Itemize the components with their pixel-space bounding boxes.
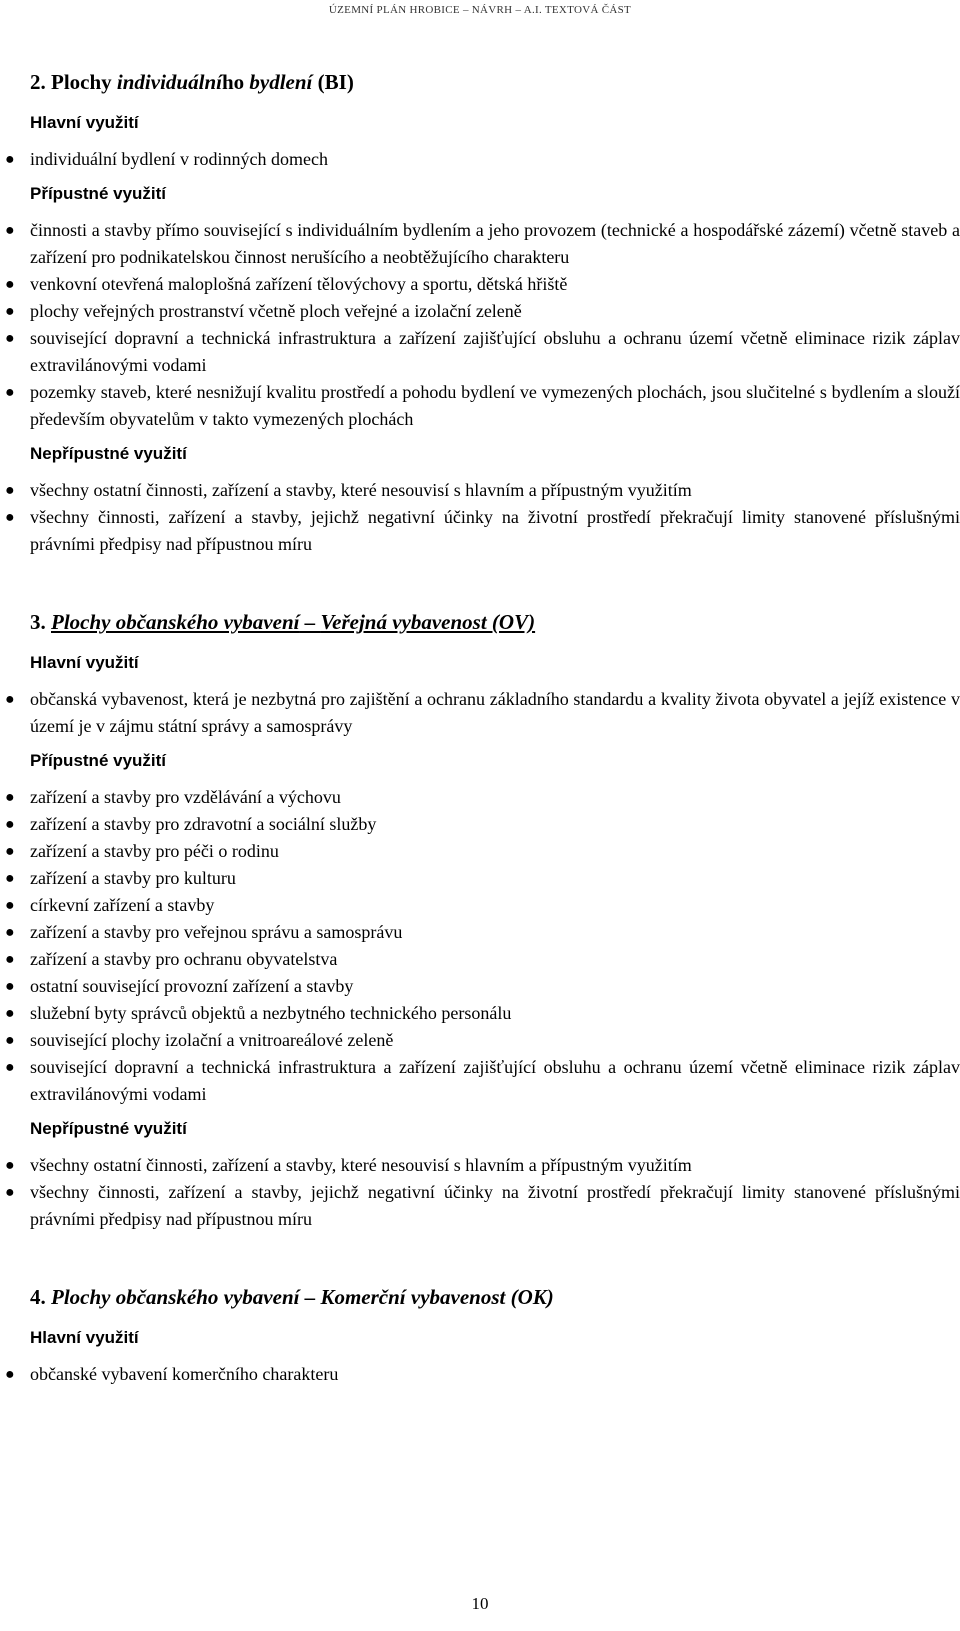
list-permitted-use — [5, 217, 960, 433]
list-item — [5, 504, 960, 558]
page-number: 10 — [471, 1594, 489, 1613]
list-item — [5, 1361, 960, 1388]
list-item — [5, 811, 960, 838]
section-commercial-amenities — [5, 1283, 960, 1388]
subheading-main-use: Hlavní využití — [30, 653, 139, 672]
bullet-icon: ● — [5, 951, 15, 968]
list-item — [5, 1054, 960, 1108]
list-item-text: individuální bydlení v rodinných domech — [30, 149, 328, 169]
list-item-text: venkovní otevřená maloplošná zařízení tělovýchovy a sportu, dětská hřiště — [30, 274, 568, 294]
heading-part: Veřejná vybavenost (OV) — [320, 610, 536, 634]
list-item-text: všechny činnosti, zařízení a stavby, jejichž negativní účinky na životní prostředí překračují limity stanovené příslušnými právními předpisy nad přípustnou míru — [30, 1182, 960, 1229]
list-item-text: pozemky staveb, které nesnižují kvalitu prostředí a pohodu bydlení ve vymezených plochách, jsou slučitelné s bydlením a slouží především obyvatelům v takto vymezených plochách — [30, 382, 960, 429]
list-item-text: zařízení a stavby pro zdravotní a sociální služby — [30, 814, 377, 834]
list-item-text: všechny ostatní činnosti, zařízení a stavby, které nesouvisí s hlavním a přípustným využitím — [30, 1155, 692, 1175]
bullet-icon: ● — [5, 870, 15, 887]
bullet-icon: ● — [5, 978, 15, 995]
list-item-text: související dopravní a technická infrastruktura a zařízení zajišťující obsluhu a ochranu území včetně eliminace rizik záplav extravilánovými vodami — [30, 328, 960, 375]
bullet-icon: ● — [5, 276, 15, 293]
list-item-text: občanská vybavenost, která je nezbytná pro zajištění a ochranu základního standardu a kvality života obyvatel a jejíž existence v území je v zájmu státní správy a samosprávy — [30, 689, 960, 736]
heading-part: Plochy občanského vybavení — [51, 610, 300, 634]
section-heading — [30, 1283, 960, 1311]
list-item — [5, 1152, 960, 1179]
list-item — [5, 325, 960, 379]
list-item-text: církevní zařízení a stavby — [30, 895, 215, 915]
list-item — [5, 1179, 960, 1233]
section-heading — [30, 68, 960, 96]
list-item-text: související dopravní a technická infrastruktura a zařízení zajišťující obsluhu a ochranu území včetně eliminace rizik záplav extravilánovými vodami — [30, 1057, 960, 1104]
bullet-icon: ● — [5, 897, 15, 914]
list-item — [5, 946, 960, 973]
bullet-icon: ● — [5, 509, 15, 526]
list-item — [5, 271, 960, 298]
list-item — [5, 1027, 960, 1054]
subheading-main-use: Hlavní využití — [30, 113, 139, 132]
list-item-text: plochy veřejných prostranství včetně ploch veřejné a izolační zeleně — [30, 301, 522, 321]
list-item — [5, 298, 960, 325]
list-item-text: zařízení a stavby pro vzdělávání a výchovu — [30, 787, 341, 807]
list-item — [5, 973, 960, 1000]
list-item — [5, 865, 960, 892]
bullet-icon: ● — [5, 482, 15, 499]
list-item — [5, 919, 960, 946]
bullet-icon: ● — [5, 222, 15, 239]
list-item-text: zařízení a stavby pro ochranu obyvatelstva — [30, 949, 338, 969]
bullet-icon: ● — [5, 1059, 15, 1076]
heading-part: Plochy občanského vybavení — [51, 1285, 300, 1309]
section-spacer — [30, 1243, 960, 1283]
running-header: ÚZEMNÍ PLÁN HROBICE – NÁVRH – A.I. TEXTOVÁ ČÁST — [328, 4, 632, 16]
list-main-use — [5, 1361, 960, 1388]
list-item — [5, 784, 960, 811]
heading-part: Plochy — [51, 70, 117, 94]
list-main-use — [5, 686, 960, 740]
list-item — [5, 379, 960, 433]
heading-part: individuální — [116, 70, 222, 94]
bullet-icon: ● — [5, 330, 15, 347]
heading-part: bydlení — [249, 70, 313, 94]
bullet-icon: ● — [5, 303, 15, 320]
list-item — [5, 217, 960, 271]
document-body — [5, 68, 960, 1398]
list-item-text: všechny činnosti, zařízení a stavby, jejichž negativní účinky na životní prostředí překračují limity stanovené příslušnými právními předpisy nad přípustnou míru — [30, 507, 960, 554]
heading-part: – — [299, 610, 321, 634]
bullet-icon: ● — [5, 384, 15, 401]
list-item — [5, 146, 960, 173]
list-item-text: zařízení a stavby pro veřejnou správu a samosprávu — [30, 922, 403, 942]
bullet-icon: ● — [5, 1005, 15, 1022]
section-number: 3. — [30, 610, 51, 634]
list-item — [5, 892, 960, 919]
heading-part: – — [299, 1285, 321, 1309]
subheading-permitted-use: Přípustné využití — [30, 751, 167, 770]
list-item-text: zařízení a stavby pro péči o rodinu — [30, 841, 279, 861]
section-number: 4. — [30, 1285, 51, 1309]
list-item — [5, 477, 960, 504]
list-main-use — [5, 146, 960, 173]
bullet-icon: ● — [5, 691, 15, 708]
section-spacer — [30, 568, 960, 608]
section-individual-housing — [5, 68, 960, 558]
heading-part: (BI) — [312, 70, 354, 94]
bullet-icon: ● — [5, 1366, 15, 1383]
section-heading — [30, 608, 960, 636]
heading-part: ho — [221, 70, 250, 94]
list-item-text: zařízení a stavby pro kulturu — [30, 868, 236, 888]
list-item-text: občanské vybavení komerčního charakteru — [30, 1364, 339, 1384]
list-item — [5, 838, 960, 865]
subheading-prohibited-use: Nepřípustné využití — [30, 444, 187, 463]
list-item-text: všechny ostatní činnosti, zařízení a stavby, které nesouvisí s hlavním a přípustným využitím — [30, 480, 692, 500]
list-item — [5, 1000, 960, 1027]
list-item — [5, 686, 960, 740]
list-item-text: ostatní související provozní zařízení a stavby — [30, 976, 354, 996]
list-prohibited-use — [5, 1152, 960, 1233]
section-public-amenities — [5, 608, 960, 1233]
bullet-icon: ● — [5, 151, 15, 168]
bullet-icon: ● — [5, 1184, 15, 1201]
bullet-icon: ● — [5, 816, 15, 833]
list-prohibited-use — [5, 477, 960, 558]
bullet-icon: ● — [5, 1157, 15, 1174]
section-number: 2. — [30, 70, 51, 94]
bullet-icon: ● — [5, 843, 15, 860]
list-item-text: služební byty správců objektů a nezbytného technického personálu — [30, 1003, 512, 1023]
list-item-text: související plochy izolační a vnitroareálové zeleně — [30, 1030, 394, 1050]
subheading-prohibited-use: Nepřípustné využití — [30, 1119, 187, 1138]
subheading-permitted-use: Přípustné využití — [30, 184, 167, 203]
bullet-icon: ● — [5, 1032, 15, 1049]
heading-part: Komerční vybavenost (OK) — [320, 1285, 554, 1309]
list-permitted-use — [5, 784, 960, 1108]
bullet-icon: ● — [5, 924, 15, 941]
list-item-text: činnosti a stavby přímo související s individuálním bydlením a jeho provozem (technické a hospodářské zázemí) včetně staveb a zařízení pro podnikatelskou činnost nerušícího a neobtěžujícího charakteru — [30, 220, 960, 267]
subheading-main-use: Hlavní využití — [30, 1328, 139, 1347]
bullet-icon: ● — [5, 789, 15, 806]
